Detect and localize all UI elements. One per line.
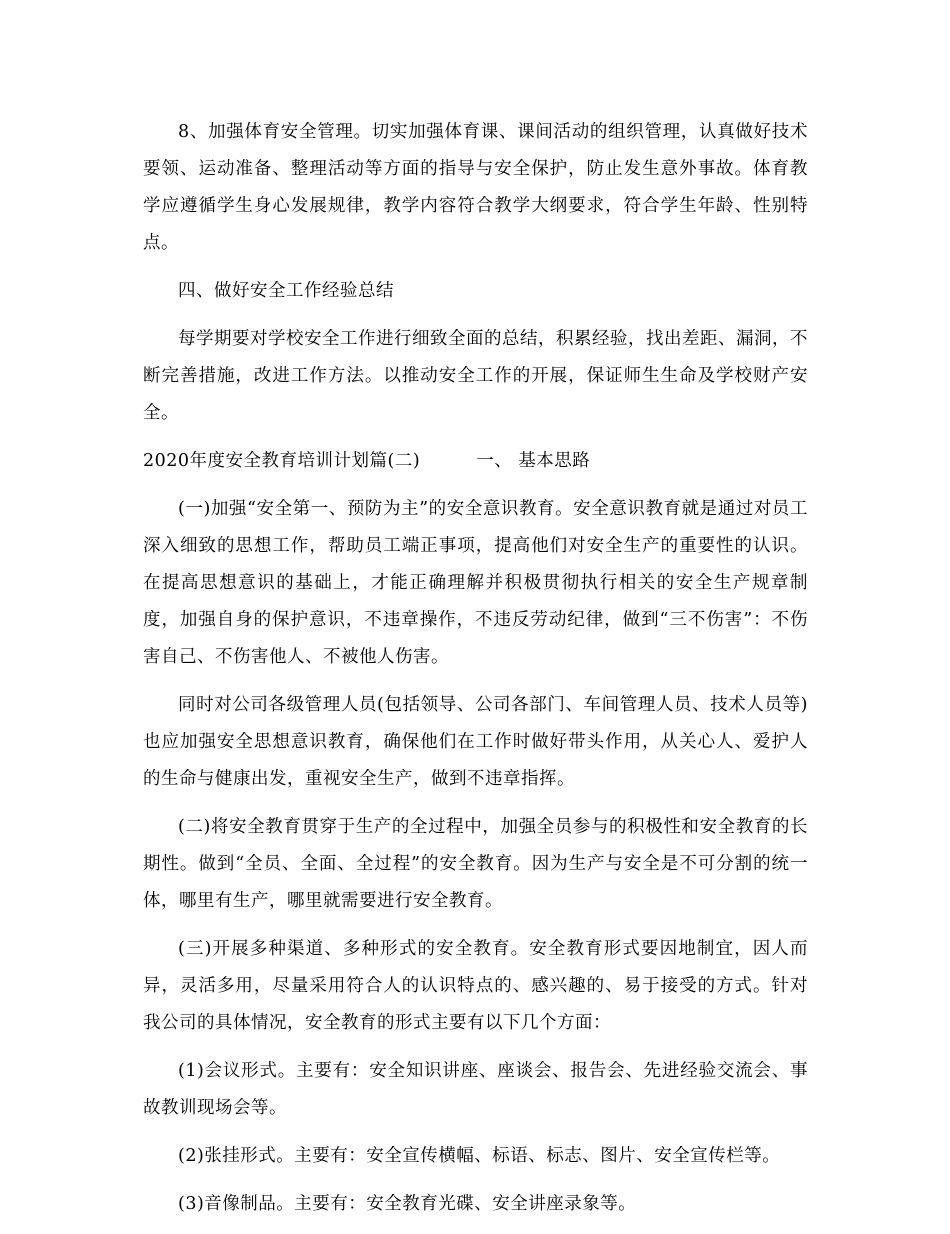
paragraph-managers: 同时对公司各级管理人员(包括领导、公司各部门、车间管理人员、技术人员等)也应加强安全思想意识教育，确保他们在工作时做好带头作用，从关心人、爱护人的生命与健康出发，重视安全生产，做到不违章指挥。 bbox=[143, 695, 808, 789]
section-heading-summary: 四、做好安全工作经验总结 bbox=[178, 281, 394, 301]
section-heading-plan bbox=[143, 443, 808, 480]
plan-title: 2020年度安全教育培训计划篇(二) bbox=[143, 451, 421, 471]
paragraph-summary: 每学期要对学校安全工作进行细致全面的总结，积累经验，找出差距、漏洞，不断完善措施，改进工作方法。以推动安全工作的开展，保证师生生命及学校财产安全。 bbox=[143, 329, 808, 423]
list-item-posters: (2)张挂形式。主要有：安全宣传横幅、标语、标志、图片、安全宣传栏等。 bbox=[178, 1146, 781, 1166]
paragraph-whole-process: (二)将安全教育贯穿于生产的全过程中，加强全员参与的积极性和安全教育的长期性。做到“全员、全面、全过程”的安全教育。因为生产与安全是不可分割的统一体，哪里有生产，哪里就需要进行安全教育。 bbox=[143, 817, 808, 911]
list-item-media: (3)音像制品。主要有：安全教育光碟、安全讲座录象等。 bbox=[178, 1194, 637, 1214]
paragraph-awareness: (一)加强“安全第一、预防为主”的安全意识教育。安全意识教育就是通过对员工深入细致的思想工作，帮助员工端正事项，提高他们对安全生产的重要性的认识。在提高思想意识的基础上，才能正确理解并积极贯彻执行相关的安全生产规章制度，加强自身的保护意识，不违章操作，不违反劳动纪律，做到“三不伤害”：不伤害自己、不伤害他人、不被他人伤害。 bbox=[143, 499, 808, 667]
paragraph-forms: (三)开展多种渠道、多种形式的安全教育。安全教育形式要因地制宜，因人而异，灵活多用，尽量采用符合人的认识特点的、感兴趣的、易于接受的方式。针对我公司的具体情况，安全教育的形式主要有以下几个方面： bbox=[143, 939, 808, 1033]
list-item-meetings: (1)会议形式。主要有：安全知识讲座、座谈会、报告会、先进经验交流会、事故教训现场会等。 bbox=[143, 1061, 808, 1118]
document-body bbox=[143, 114, 808, 1234]
paragraph-pe-safety: 8、加强体育安全管理。切实加强体育课、课间活动的组织管理，认真做好技术要领、运动准备、整理活动等方面的指导与安全保护，防止发生意外事故。体育教学应遵循学生身心发展规律，教学内容符合教学大纲要求，符合学生年龄、性别特点。 bbox=[143, 122, 808, 253]
plan-subtitle: 一、 基本思路 bbox=[476, 451, 591, 471]
